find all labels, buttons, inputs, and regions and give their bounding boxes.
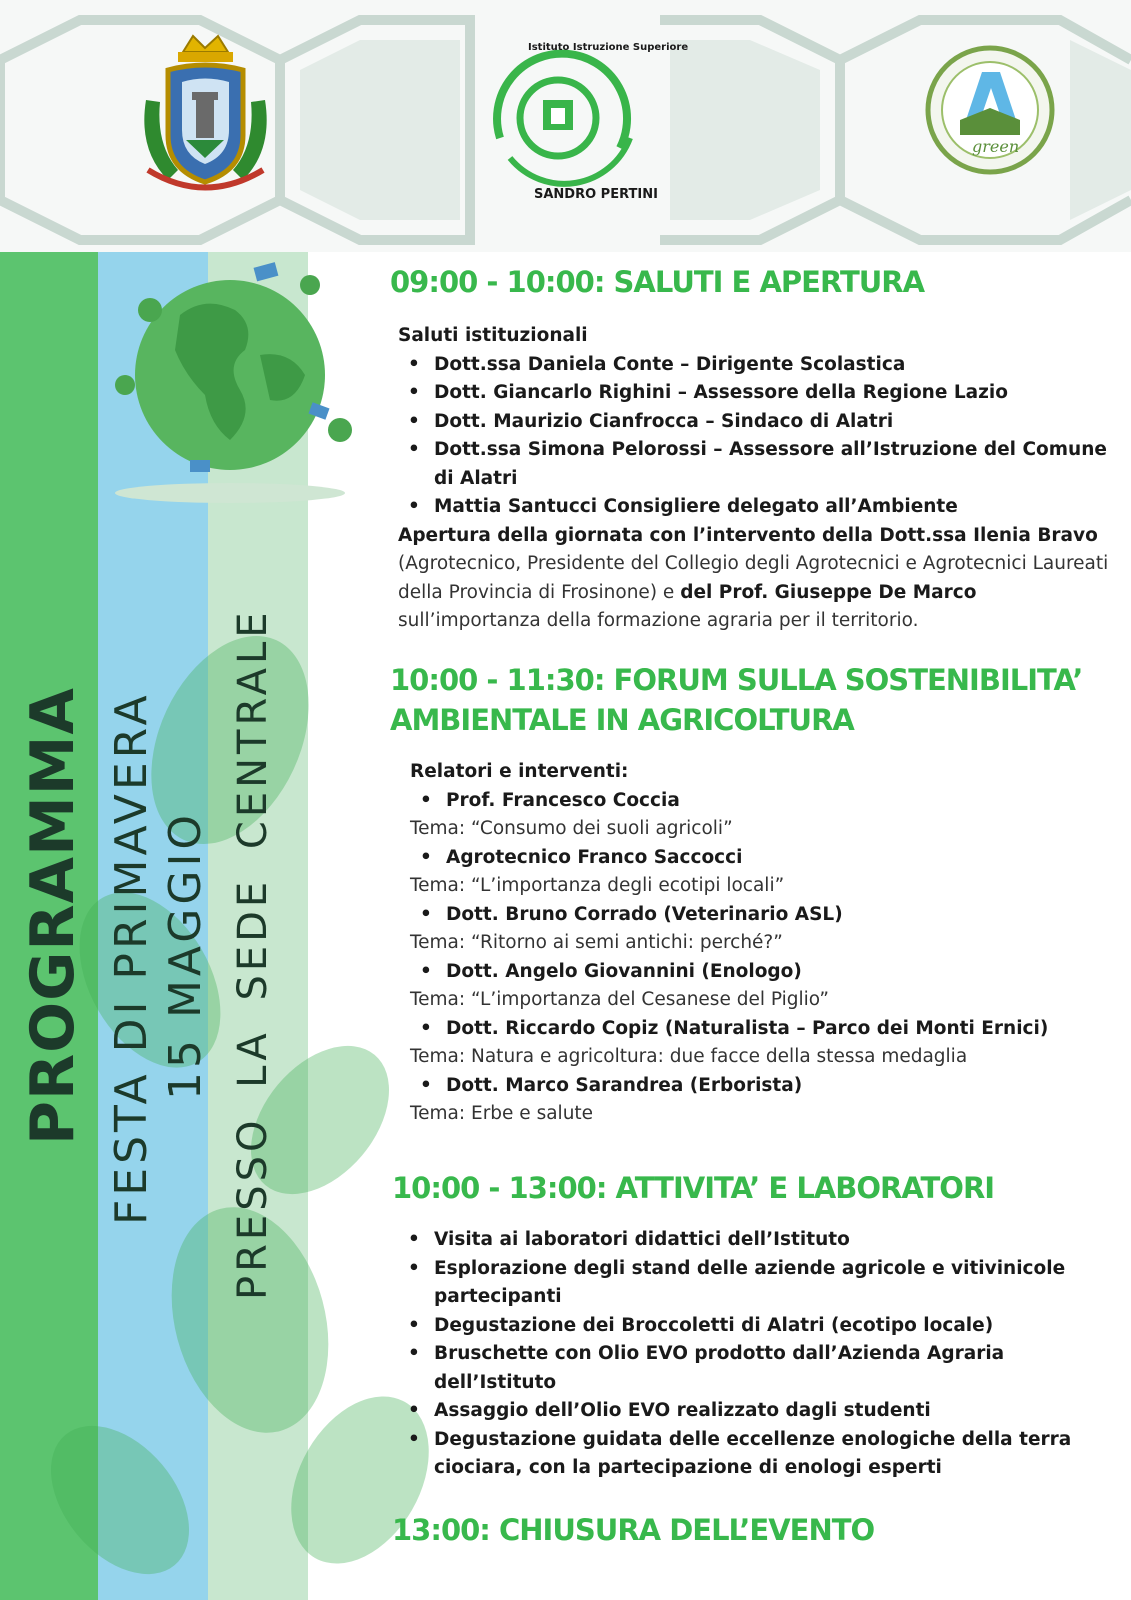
speaker-list	[410, 1015, 1110, 1044]
list-item: • Degustazione dei Broccoletti di Alatri (ecotipo locale)	[398, 1312, 1113, 1341]
speaker-name: • Agrotecnico Franco Saccocci	[410, 844, 1110, 873]
speaker-list	[410, 958, 1110, 987]
iis-sandro-pertini-logo-icon	[470, 28, 689, 208]
date-vertical-title: 15 MAGGIO	[160, 810, 211, 1100]
section1-title: 09:00 - 10:00: SALUTI E APERTURA	[390, 265, 925, 299]
list-item: • Mattia Santucci Consigliere delegato all’Ambiente	[398, 493, 1113, 522]
speaker-topic: Tema: “Ritorno ai semi antichi: perché?”	[410, 932, 783, 953]
speaker-topic: Tema: “L’importanza del Cesanese del Piglio”	[410, 989, 830, 1010]
opening-paragraph	[398, 522, 1113, 636]
festa-vertical-title: FESTA DI PRIMAVERA	[106, 691, 157, 1225]
speaker-topic: Tema: Erbe e salute	[410, 1103, 594, 1124]
list-item: • Esplorazione degli stand delle aziende agricole e vitivinicole partecipanti	[398, 1255, 1113, 1312]
list-item: • Dott. Maurizio Cianfrocca – Sindaco di Alatri	[398, 408, 1113, 437]
svg-text:green: green	[972, 137, 1020, 156]
speaker-name: • Prof. Francesco Coccia	[410, 787, 1110, 816]
opening-light-2: sull’importanza della formazione agraria per il territorio.	[398, 610, 919, 631]
svg-text:SANDRO PERTINI: SANDRO PERTINI	[534, 187, 658, 202]
list-item: • Visita ai laboratori didattici dell’Istituto	[398, 1226, 1113, 1255]
green-globe-illustration-icon	[95, 255, 370, 510]
section3-body	[398, 1226, 1113, 1483]
location-vertical-title: PRESSO LA SEDE CENTRALE	[230, 608, 276, 1300]
speaker-name: • Dott. Marco Sarandrea (Erborista)	[410, 1072, 1110, 1101]
speaker-topic: Tema: “Consumo dei suoli agricoli”	[410, 818, 733, 839]
list-item: • Degustazione guidata delle eccellenze enologiche della terra ciociara, con la partecipazione di enologi esperti	[398, 1426, 1113, 1483]
speaker-list	[410, 787, 1110, 816]
list-item: • Dott.ssa Daniela Conte – Dirigente Scolastica	[398, 351, 1113, 380]
speaker-name: • Dott. Riccardo Copiz (Naturalista – Parco dei Monti Ernici)	[410, 1015, 1110, 1044]
list-item: • Assaggio dell’Olio EVO realizzato dagli studenti	[398, 1397, 1113, 1426]
section2-body	[410, 758, 1110, 1129]
section4-title: 13:00: CHIUSURA DELL’EVENTO	[392, 1513, 875, 1547]
comune-coat-of-arms-icon	[138, 30, 273, 195]
speaker-topic: Tema: “L’importanza degli ecotipi locali”	[410, 875, 785, 896]
section1-intro: Saluti istituzionali	[398, 325, 588, 346]
speaker-list	[410, 901, 1110, 930]
list-item: • Dott.ssa Simona Pelorossi – Assessore all’Istruzione del Comune di Alatri	[398, 436, 1113, 493]
programma-vertical-title: PROGRAMMA	[18, 687, 88, 1145]
section1-body	[398, 322, 1113, 636]
opening-light: (Agrotecnico, Presidente del Collegio degli Agrotecnici e Agrotecnici Laureati della Provincia di Frosinone) e	[398, 553, 1109, 603]
activities-list	[398, 1226, 1113, 1483]
speaker-name: • Dott. Bruno Corrado (Veterinario ASL)	[410, 901, 1110, 930]
svg-text:Istituto Istruzione Superiore: Istituto Istruzione Superiore	[528, 42, 689, 53]
speaker-list	[410, 1072, 1110, 1101]
opening-bold-2: del Prof. Giuseppe De Marco	[680, 581, 977, 603]
section2-title: 10:00 - 11:30: FORUM SULLA SOSTENIBILITA’ AMBIENTALE IN AGRICOLTURA	[390, 663, 1083, 737]
section3-title: 10:00 - 13:00: ATTIVITA’ E LABORATORI	[392, 1171, 995, 1205]
speaker-topic: Tema: Natura e agricoltura: due facce della stessa medaglia	[410, 1046, 968, 1067]
header	[0, 0, 1131, 252]
list-item: • Bruschette con Olio EVO prodotto dall’Azienda Agraria dell’Istituto	[398, 1340, 1113, 1397]
speaker-name: • Dott. Angelo Giovannini (Enologo)	[410, 958, 1110, 987]
list-item: • Dott. Giancarlo Righini – Assessore della Regione Lazio	[398, 379, 1113, 408]
section1-list	[398, 351, 1113, 522]
a-green-logo-icon	[920, 40, 1060, 180]
opening-bold: Apertura della giornata con l’intervento della Dott.ssa Ilenia Bravo	[398, 524, 1098, 546]
section2-intro: Relatori e interventi:	[410, 761, 629, 782]
speaker-list	[410, 844, 1110, 873]
